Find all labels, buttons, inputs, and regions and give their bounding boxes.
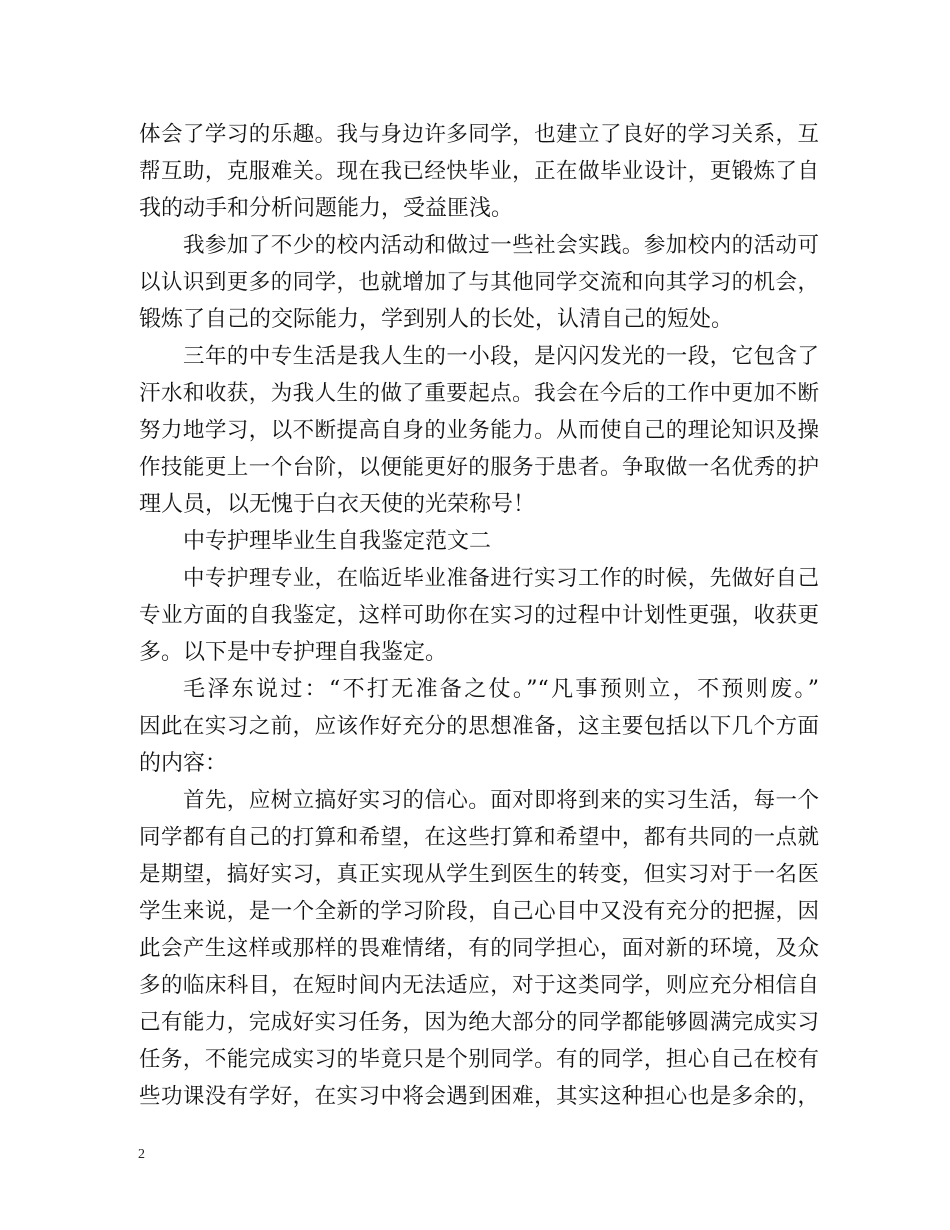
text-line: 体会了学习的乐趣。我与身边许多同学，也建立了良好的学习关系，互 — [139, 122, 819, 147]
text-line: 锻炼了自己的交际能力，学到别人的长处，认清自己的短处。 — [139, 307, 734, 332]
text-line: 是期望，搞好实习，真正实现从学生到医生的转变，但实习对于一名医 — [139, 862, 819, 887]
page-number: 2 — [138, 1147, 145, 1162]
text-line: 首先，应树立搞好实习的信心。面对即将到来的实习生活，每一个 — [183, 788, 819, 813]
text-line: 理人员，以无愧于白衣天使的光荣称号！ — [139, 492, 536, 517]
text-line: 帮互助，克服难关。现在我已经快毕业，正在做毕业设计，更锻炼了自 — [139, 159, 819, 184]
text-line: 的内容： — [139, 751, 228, 776]
text-line: 些功课没有学好，在实习中将会遇到困难，其实这种担心也是多余的， — [139, 1084, 819, 1109]
text-line: 任务，不能完成实习的毕竟只是个别同学。有的同学，担心自己在校有 — [139, 1047, 819, 1072]
text-line: 努力地学习，以不断提高自身的业务能力。从而使自己的理论知识及操 — [139, 418, 819, 443]
text-line: 学生来说，是一个全新的学习阶段，自己心目中又没有充分的把握，因 — [139, 899, 819, 924]
document-body — [139, 116, 819, 1115]
text-line: 毛泽东说过：“不打无准备之仗。”“凡事预则立，不预则废。” — [183, 677, 819, 702]
text-line: 多。以下是中专护理自我鉴定。 — [139, 640, 448, 665]
text-line: 作技能更上一个台阶，以便能更好的服务于患者。争取做一名优秀的护 — [139, 455, 819, 480]
text-line: 多的临床科目，在短时间内无法适应，对于这类同学，则应充分相信自 — [139, 973, 819, 998]
text-line: 中专护理专业，在临近毕业准备进行实习工作的时候，先做好自己 — [183, 566, 819, 591]
text-line: 同学都有自己的打算和希望，在这些打算和希望中，都有共同的一点就 — [139, 825, 819, 850]
text-line: 己有能力，完成好实习任务，因为绝大部分的同学都能够圆满完成实习 — [139, 1010, 819, 1035]
section-heading: 中专护理毕业生自我鉴定范文二 — [183, 529, 492, 554]
text-line: 此会产生这样或那样的畏难情绪，有的同学担心，面对新的环境，及众 — [139, 936, 819, 961]
text-line: 我的动手和分析问题能力，受益匪浅。 — [139, 196, 514, 221]
text-line: 专业方面的自我鉴定，这样可助你在实习的过程中计划性更强，收获更 — [139, 603, 819, 628]
text-line: 三年的中专生活是我人生的一小段，是闪闪发光的一段，它包含了 — [183, 344, 819, 369]
text-line: 汗水和收获，为我人生的做了重要起点。我会在今后的工作中更加不断 — [139, 381, 819, 406]
text-line: 我参加了不少的校内活动和做过一些社会实践。参加校内的活动可 — [183, 233, 819, 258]
text-line: 因此在实习之前，应该作好充分的思想准备，这主要包括以下几个方面 — [139, 714, 819, 739]
text-line: 以认识到更多的同学，也就增加了与其他同学交流和向其学习的机会， — [139, 270, 819, 295]
